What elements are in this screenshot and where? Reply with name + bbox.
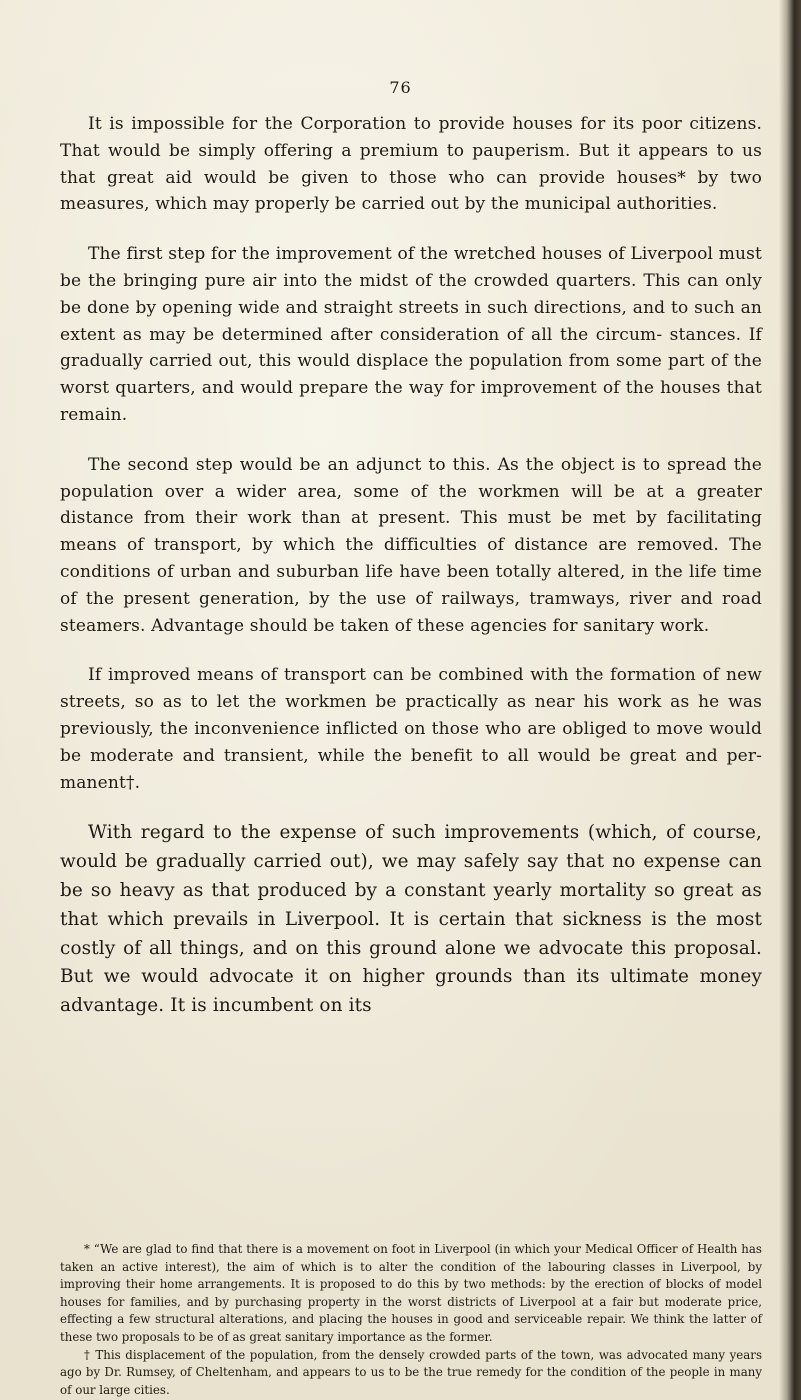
body-text: [60, 111, 762, 1044]
paragraph-transport-and-streets: If improved means of transport can be combined with the formation of new streets, so as to let the workmen be practically as near his work as he was previously, the inconvenience inflicted on those who are obliged to move would be moderate and transient, while the benefit to all would be great and per- manent†.: [60, 665, 762, 793]
paragraph-second-step: The second step would be an adjunct to this. As the object is to spread the population over a wider area, some of the workmen will be at a greater distance from their work than at present. This must be met by facilitating means of transport, by which the difficulties of distance are removed. The conditions of urban and suburban life have been totally altered, in the life time of the present generation, by the use of railways, tramways, river and road steamers. Advantage should be taken of these agencies for sanitary work.: [60, 454, 762, 636]
paragraph-expense: With regard to the expense of such improvements (which, of course, would be gradually carried out), we may safely say that no expense can be so heavy as that produced by a constant yearly mortality so great as that which prevails in Liverpool. It is certain that sickness is the most costly of all things, and on this ground alone we advocate this proposal. But we would advocate it on higher grounds than its ultimate money advantage. It is incumbent on its: [60, 822, 762, 1017]
paragraph-first-step: The first step for the improvement of the wretched houses of Liverpool must be the bringing pure air into the midst of the crowded quarters. This can only be done by opening wide and straight streets in such directions, and to such an extent as may be determined after consideration of all the circum- stances. If gradually carried out, this would displace the population from some part of the worst quarters, and would prepare the way for improvement of the houses that remain.: [60, 244, 762, 425]
footnotes: [60, 1241, 762, 1399]
page-number: 76: [389, 78, 412, 97]
footnote-displacement: † This displacement of the population, from the densely crowded parts of the town, was advocated many years ago by Dr. Rumsey, of Cheltenham, and appears to us to be the true remedy for the condition of the people in many of our large cities.: [60, 1347, 762, 1397]
paragraph-corporation-houses: It is impossible for the Corporation to provide houses for its poor citizens. That would be simply offering a premium to pauperism. But it appears to us that great aid would be given to those who can provide houses* by two measures, which may properly be carried out by the municipal authorities.: [60, 114, 762, 215]
book-spine-shadow: [779, 0, 801, 1400]
footnote-model-houses: * “We are glad to find that there is a movement on foot in Liverpool (in which your Medical Officer of Health has taken an active interest), the aim of which is to alter the condition of the labouring classes in Liverpool, by improving their home arrangements. It is proposed to do this by two methods: by the erection of blocks of model houses for families, and by purchasing property in the worst districts of Liverpool at a fair but moderate price, effecting a few structural alterations, and placing the houses in good and serviceable repair. We think the latter of these two proposals to be of as great sanitary importance as the former.: [60, 1242, 762, 1344]
